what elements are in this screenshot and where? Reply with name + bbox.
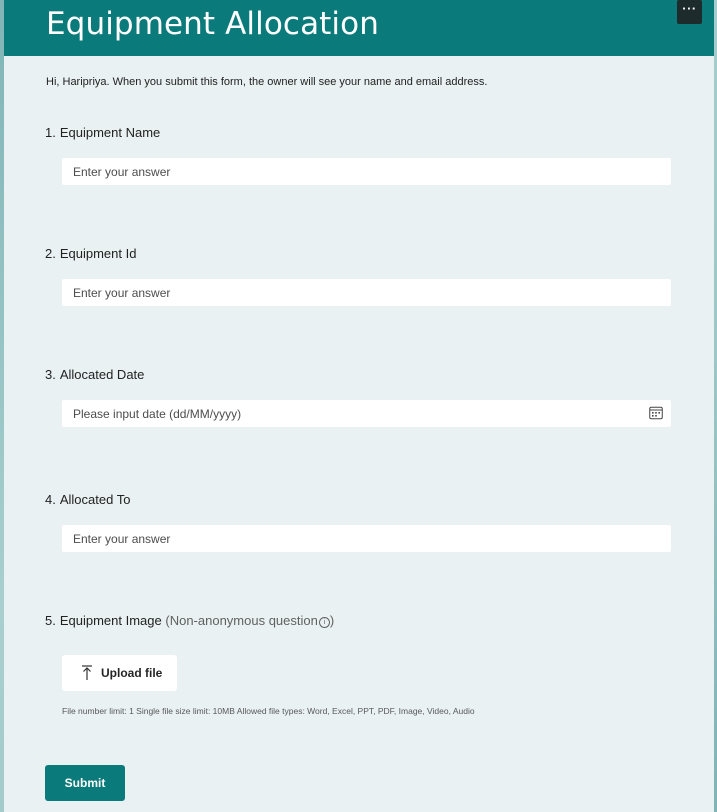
question-label: Equipment Name (59, 125, 161, 140)
question-label: Equipment Id (59, 246, 137, 261)
question-number: 3. (45, 367, 56, 382)
greeting-text: Hi, Haripriya. When you submit this form, the owner will see your name and email address. (46, 76, 488, 88)
question-number: 5. (45, 613, 56, 628)
question-number: 2. (45, 246, 56, 261)
question-1-title (45, 125, 160, 140)
question-label: Equipment Image (59, 613, 162, 628)
calendar-icon[interactable] (649, 406, 663, 420)
question-2-title (45, 246, 136, 261)
question-3-title (45, 367, 144, 382)
non-anonymous-text-end: ) (329, 613, 335, 628)
submit-button[interactable]: Submit (45, 765, 125, 801)
question-label: Allocated To (59, 492, 131, 507)
info-icon[interactable]: i (319, 617, 330, 628)
question-label: Allocated Date (59, 367, 145, 382)
non-anonymous-note (165, 613, 334, 628)
more-options-button[interactable]: ··· (677, 0, 702, 24)
question-number: 4. (45, 492, 56, 507)
question-number: 1. (45, 125, 56, 140)
question-5-title (45, 613, 334, 628)
equipment-name-input[interactable] (62, 158, 671, 185)
allocated-to-input[interactable] (62, 525, 671, 552)
upload-file-button[interactable] (62, 655, 177, 691)
allocated-date-input[interactable] (62, 400, 671, 427)
form-card (4, 0, 714, 812)
file-limits-text: File number limit: 1 Single file size limit: 10MB Allowed file types: Word, Excel, PPT, PDF, Image, Video, Audio (62, 706, 475, 716)
form-title: Equipment Allocation (46, 6, 379, 42)
equipment-id-input[interactable] (62, 279, 671, 306)
upload-icon (81, 665, 93, 681)
upload-file-label: Upload file (101, 666, 163, 680)
non-anonymous-text: (Non-anonymous question (165, 613, 318, 628)
question-4-title (45, 492, 130, 507)
form-header (4, 0, 714, 56)
